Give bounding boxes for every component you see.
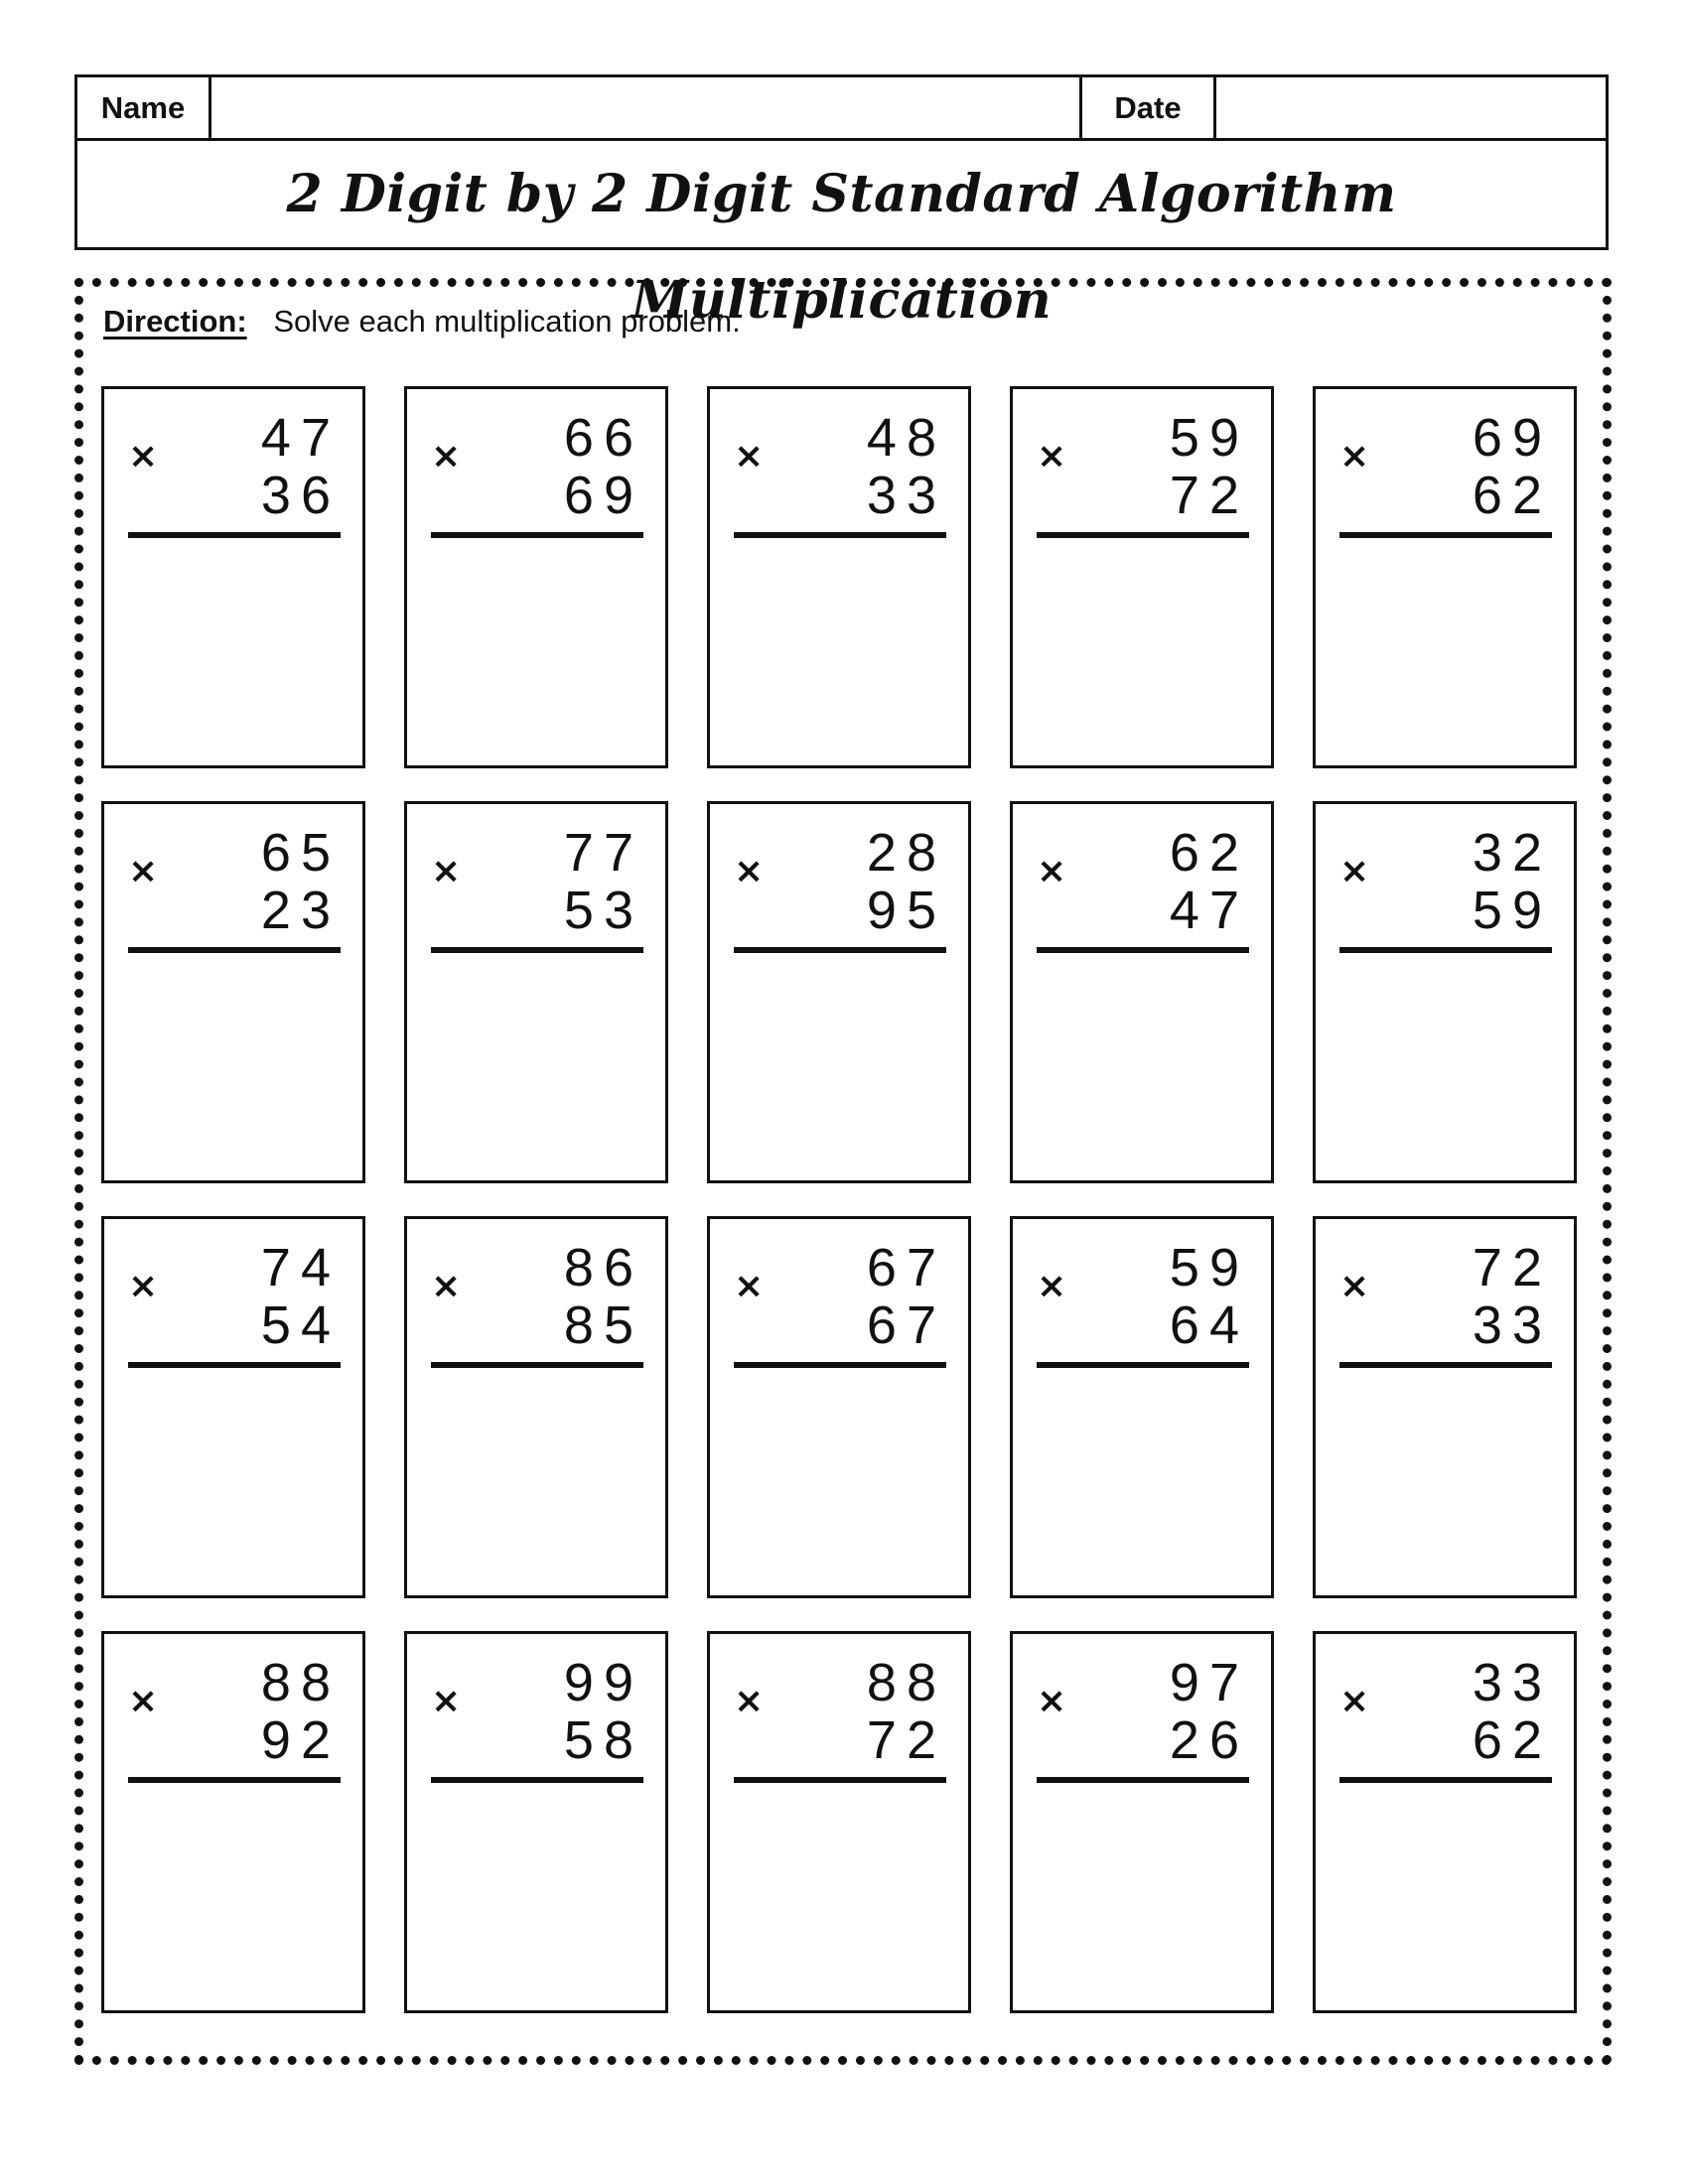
problem-box[interactable] (101, 801, 365, 1183)
name-label: Name (77, 77, 211, 138)
problem-box[interactable] (101, 1631, 365, 2013)
problem-grid (101, 386, 1578, 2014)
multiplier: 62 (1472, 1710, 1552, 1770)
multiplicand: 99 (563, 1653, 643, 1712)
multiply-sign: × (1339, 436, 1370, 477)
answer-line (431, 532, 643, 538)
problem-box[interactable] (404, 801, 668, 1183)
direction-text: Solve each multiplication problem. (273, 304, 741, 339)
multiply-sign: × (1037, 1681, 1067, 1721)
answer-line (1037, 1362, 1249, 1368)
multiplier: 47 (1169, 881, 1249, 940)
multiplicand: 77 (563, 823, 643, 883)
multiplicand: 86 (563, 1238, 643, 1297)
worksheet-title: 2 Digit by 2 Digit Standard Algorithm Multiplication (286, 164, 1397, 331)
multiply-sign: × (1037, 851, 1067, 891)
answer-line (1339, 1777, 1552, 1783)
answer-line (1339, 532, 1552, 538)
multiply-sign: × (128, 436, 159, 477)
problem-box[interactable] (1010, 1631, 1274, 2013)
problem-box[interactable] (707, 1631, 971, 2013)
answer-line (734, 947, 946, 953)
answer-line (1037, 532, 1249, 538)
multiplier: 85 (563, 1296, 643, 1355)
multiplier: 54 (260, 1296, 341, 1355)
problem-box[interactable] (404, 1631, 668, 2013)
problem-box[interactable] (707, 1216, 971, 1598)
multiply-sign: × (1339, 1266, 1370, 1306)
multiply-sign: × (1339, 1681, 1370, 1721)
answer-line (128, 1362, 341, 1368)
multiply-sign: × (734, 1681, 765, 1721)
multiplier: 69 (563, 466, 643, 525)
multiply-sign: × (431, 1266, 462, 1306)
answer-line (734, 1777, 946, 1783)
multiplier: 62 (1472, 466, 1552, 525)
name-field[interactable] (211, 77, 1082, 138)
multiplicand: 72 (1472, 1238, 1552, 1297)
multiplicand: 66 (563, 408, 643, 468)
problem-box[interactable] (1313, 801, 1577, 1183)
problem-box[interactable] (1010, 386, 1274, 768)
problem-box[interactable] (404, 1216, 668, 1598)
direction-label: Direction: (103, 304, 247, 339)
answer-line (1037, 1777, 1249, 1783)
multiplicand: 65 (260, 823, 341, 883)
answer-line (1037, 947, 1249, 953)
problem-box[interactable] (1313, 386, 1577, 768)
problem-box[interactable] (101, 386, 365, 768)
multiplier: 26 (1169, 1710, 1249, 1770)
multiplier: 95 (866, 881, 946, 940)
answer-line (431, 1362, 643, 1368)
multiplicand: 69 (1472, 408, 1552, 468)
multiplicand: 88 (866, 1653, 946, 1712)
problem-box[interactable] (1313, 1216, 1577, 1598)
multiply-sign: × (734, 851, 765, 891)
answer-line (431, 1777, 643, 1783)
multiplier: 72 (866, 1710, 946, 1770)
direction-line (103, 304, 741, 340)
multiply-sign: × (431, 851, 462, 891)
problem-box[interactable] (707, 801, 971, 1183)
multiplicand: 28 (866, 823, 946, 883)
multiplier: 36 (260, 466, 341, 525)
multiply-sign: × (431, 436, 462, 477)
date-field[interactable] (1216, 77, 1606, 138)
answer-line (128, 947, 341, 953)
problem-box[interactable] (707, 386, 971, 768)
answer-line (128, 532, 341, 538)
multiplier: 58 (563, 1710, 643, 1770)
problem-box[interactable] (1010, 1216, 1274, 1598)
answer-line (1339, 1362, 1552, 1368)
multiplier: 59 (1472, 881, 1552, 940)
answer-line (1339, 947, 1552, 953)
multiply-sign: × (1037, 436, 1067, 477)
multiplicand: 33 (1472, 1653, 1552, 1712)
problem-box[interactable] (404, 386, 668, 768)
multiplier: 33 (1472, 1296, 1552, 1355)
multiplicand: 48 (866, 408, 946, 468)
multiply-sign: × (128, 851, 159, 891)
multiplier: 72 (1169, 466, 1249, 525)
multiplicand: 74 (260, 1238, 341, 1297)
multiplier: 64 (1169, 1296, 1249, 1355)
multiply-sign: × (128, 1681, 159, 1721)
name-date-row (77, 77, 1606, 141)
multiplicand: 59 (1169, 408, 1249, 468)
multiply-sign: × (128, 1266, 159, 1306)
problem-box[interactable] (1010, 801, 1274, 1183)
multiply-sign: × (431, 1681, 462, 1721)
answer-line (128, 1777, 341, 1783)
answer-line (431, 947, 643, 953)
multiplier: 92 (260, 1710, 341, 1770)
multiplier: 53 (563, 881, 643, 940)
multiplicand: 62 (1169, 823, 1249, 883)
problem-box[interactable] (1313, 1631, 1577, 2013)
multiply-sign: × (1037, 1266, 1067, 1306)
date-label: Date (1082, 77, 1216, 138)
multiply-sign: × (1339, 851, 1370, 891)
multiplicand: 32 (1472, 823, 1552, 883)
multiply-sign: × (734, 436, 765, 477)
multiply-sign: × (734, 1266, 765, 1306)
multiplicand: 88 (260, 1653, 341, 1712)
multiplicand: 67 (866, 1238, 946, 1297)
answer-line (734, 1362, 946, 1368)
multiplier: 23 (260, 881, 341, 940)
answer-line (734, 532, 946, 538)
multiplier: 67 (866, 1296, 946, 1355)
multiplicand: 97 (1169, 1653, 1249, 1712)
multiplicand: 59 (1169, 1238, 1249, 1297)
problem-box[interactable] (101, 1216, 365, 1598)
multiplicand: 47 (260, 408, 341, 468)
multiplier: 33 (866, 466, 946, 525)
